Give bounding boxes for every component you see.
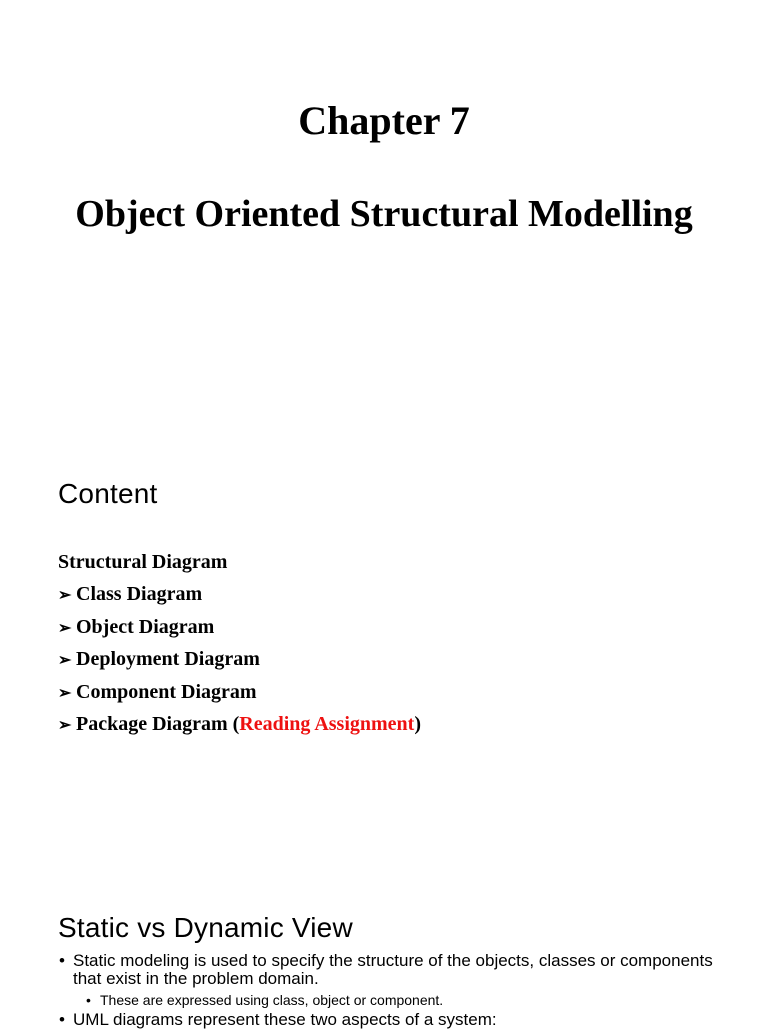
content-list (58, 548, 421, 742)
list-item: ➢ Package Diagram (Reading Assignment) (58, 710, 421, 742)
sub-bullet-item: • These are expressed using class, object or component. (86, 992, 444, 1008)
sub-bullet-list (73, 991, 738, 1009)
bullet-item: • Static modeling is used to specify the structure of the objects, classes or components that exist in the problem domain. • These are expressed using class, object or component. (58, 952, 738, 1009)
bullet-icon: • (59, 1010, 65, 1029)
bullet-icon: • (59, 951, 65, 970)
static-dynamic-heading: Static vs Dynamic View (58, 912, 353, 943)
content-group-label: Structural Diagram (58, 551, 228, 573)
static-dynamic-slide (0, 880, 768, 1029)
list-item: ➢ Component Diagram (58, 678, 421, 710)
arrow-bullet-icon: ➢ (58, 684, 72, 702)
list-item: ➢ Deployment Diagram (58, 645, 421, 677)
list-item: ➢ Object Diagram (58, 613, 421, 645)
content-slide (0, 440, 768, 880)
arrow-bullet-icon: ➢ (58, 587, 72, 605)
arrow-bullet-icon: ➢ (58, 652, 72, 670)
title-slide (0, 0, 768, 440)
list-item: ➢ Class Diagram (58, 580, 421, 612)
bullet-icon: • (86, 992, 91, 1008)
reading-assignment-label: Reading Assignment (239, 712, 415, 735)
arrow-bullet-icon: ➢ (58, 619, 72, 637)
bullet-list (58, 952, 738, 1029)
arrow-bullet-icon: ➢ (58, 716, 72, 734)
content-heading: Content (58, 478, 158, 509)
bullet-item: • UML diagrams represent these two aspects of a system: (59, 1010, 497, 1029)
chapter-title: Chapter 7 (298, 98, 470, 143)
chapter-subtitle: Object Oriented Structural Modelling (75, 193, 693, 235)
